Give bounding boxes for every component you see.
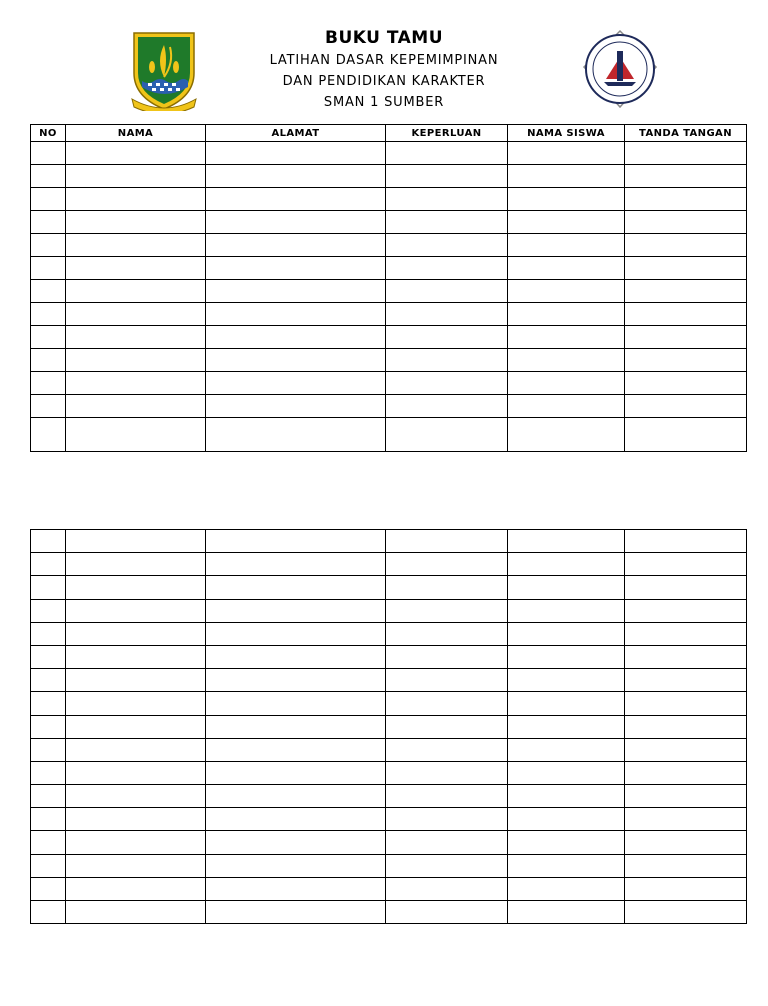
cell-nama-siswa [508, 280, 625, 303]
cell-nama [66, 877, 206, 900]
cell-alamat [206, 395, 386, 418]
cell-nama [66, 761, 206, 784]
cell-keperluan [386, 692, 508, 715]
cell-nama-siswa [508, 645, 625, 668]
cell-tanda-tangan [625, 645, 747, 668]
cell-keperluan [386, 280, 508, 303]
table-row [31, 901, 747, 924]
cell-nama [66, 576, 206, 599]
cell-no [31, 188, 66, 211]
table-row [31, 738, 747, 761]
table-row [31, 280, 747, 303]
cell-tanda-tangan [625, 372, 747, 395]
cell-nama-siswa [508, 877, 625, 900]
cell-no [31, 692, 66, 715]
cell-alamat [206, 211, 386, 234]
cell-tanda-tangan [625, 280, 747, 303]
cell-no [31, 645, 66, 668]
cell-keperluan [386, 622, 508, 645]
cell-alamat [206, 349, 386, 372]
table-row [31, 692, 747, 715]
cell-keperluan [386, 599, 508, 622]
cell-keperluan [386, 553, 508, 576]
table-body-1 [31, 142, 747, 452]
cell-nama-siswa [508, 599, 625, 622]
cell-nama-siswa [508, 326, 625, 349]
cell-nama-siswa [508, 553, 625, 576]
cell-tanda-tangan [625, 165, 747, 188]
table-row [31, 877, 747, 900]
cell-tanda-tangan [625, 738, 747, 761]
cell-nama-siswa [508, 530, 625, 553]
table-row [31, 234, 747, 257]
cell-keperluan [386, 188, 508, 211]
school-seal-icon [580, 27, 660, 111]
cell-nama-siswa [508, 418, 625, 452]
cell-no [31, 326, 66, 349]
cell-nama-siswa [508, 622, 625, 645]
cell-tanda-tangan [625, 142, 747, 165]
cell-nama-siswa [508, 349, 625, 372]
cell-alamat [206, 669, 386, 692]
cell-no [31, 211, 66, 234]
cell-alamat [206, 761, 386, 784]
cell-no [31, 257, 66, 280]
cell-tanda-tangan [625, 854, 747, 877]
header-nama-siswa: NAMA SISWA [508, 125, 625, 142]
cell-tanda-tangan [625, 234, 747, 257]
cell-no [31, 831, 66, 854]
table-row [31, 576, 747, 599]
cell-nama [66, 142, 206, 165]
cell-alamat [206, 901, 386, 924]
cell-tanda-tangan [625, 418, 747, 452]
cell-alamat [206, 831, 386, 854]
cell-nama [66, 854, 206, 877]
table-row [31, 142, 747, 165]
cell-no [31, 349, 66, 372]
cell-tanda-tangan [625, 530, 747, 553]
table-row [31, 257, 747, 280]
cell-keperluan [386, 576, 508, 599]
cell-nama [66, 901, 206, 924]
cell-keperluan [386, 785, 508, 808]
cell-tanda-tangan [625, 761, 747, 784]
subtitle-line-1: LATIHAN DASAR KEPEMIMPINAN [269, 53, 499, 68]
cell-no [31, 785, 66, 808]
cell-alamat [206, 645, 386, 668]
cell-alamat [206, 326, 386, 349]
cell-no [31, 715, 66, 738]
cell-keperluan [386, 761, 508, 784]
cell-alamat [206, 854, 386, 877]
cell-nama-siswa [508, 785, 625, 808]
cell-nama [66, 692, 206, 715]
table-row [31, 165, 747, 188]
cell-tanda-tangan [625, 877, 747, 900]
cell-tanda-tangan [625, 622, 747, 645]
table-row [31, 854, 747, 877]
table-body-2 [31, 530, 747, 924]
cell-nama-siswa [508, 211, 625, 234]
cell-nama-siswa [508, 831, 625, 854]
cell-tanda-tangan [625, 188, 747, 211]
header-tanda-tangan: TANDA TANGAN [625, 125, 747, 142]
cell-nama-siswa [508, 901, 625, 924]
cell-alamat [206, 303, 386, 326]
cell-nama-siswa [508, 165, 625, 188]
cell-keperluan [386, 808, 508, 831]
cell-tanda-tangan [625, 831, 747, 854]
cell-alamat [206, 715, 386, 738]
cell-no [31, 418, 66, 452]
cell-keperluan [386, 395, 508, 418]
cell-nama [66, 257, 206, 280]
cell-nama [66, 599, 206, 622]
cell-tanda-tangan [625, 326, 747, 349]
cell-nama [66, 372, 206, 395]
cell-nama-siswa [508, 715, 625, 738]
cell-tanda-tangan [625, 395, 747, 418]
cell-keperluan [386, 372, 508, 395]
cell-nama [66, 211, 206, 234]
cell-no [31, 622, 66, 645]
page-header [0, 0, 768, 124]
cell-nama [66, 669, 206, 692]
table-row [31, 303, 747, 326]
cell-nama [66, 395, 206, 418]
table-row [31, 808, 747, 831]
cell-no [31, 142, 66, 165]
cell-alamat [206, 188, 386, 211]
table-row [31, 785, 747, 808]
table-row [31, 831, 747, 854]
cell-nama-siswa [508, 188, 625, 211]
subtitle-line-2: DAN PENDIDIKAN KARAKTER [282, 74, 486, 89]
subtitle-line-3: SMAN 1 SUMBER [323, 95, 445, 110]
cell-nama [66, 326, 206, 349]
cell-no [31, 738, 66, 761]
cell-keperluan [386, 257, 508, 280]
cell-alamat [206, 785, 386, 808]
west-java-province-emblem-icon [128, 27, 200, 111]
cell-alamat [206, 142, 386, 165]
cell-alamat [206, 808, 386, 831]
cell-keperluan [386, 418, 508, 452]
table-row [31, 645, 747, 668]
cell-nama-siswa [508, 303, 625, 326]
cell-keperluan [386, 234, 508, 257]
cell-no [31, 553, 66, 576]
cell-nama [66, 188, 206, 211]
cell-alamat [206, 622, 386, 645]
table-row [31, 715, 747, 738]
table-row [31, 188, 747, 211]
table-row [31, 395, 747, 418]
cell-nama-siswa [508, 854, 625, 877]
cell-no [31, 761, 66, 784]
cell-no [31, 669, 66, 692]
cell-no [31, 576, 66, 599]
cell-nama [66, 785, 206, 808]
cell-nama [66, 349, 206, 372]
cell-nama [66, 715, 206, 738]
guest-table-2 [30, 529, 747, 924]
cell-keperluan [386, 165, 508, 188]
table-row [31, 349, 747, 372]
cell-keperluan [386, 142, 508, 165]
table-header-row [31, 125, 747, 142]
cell-keperluan [386, 303, 508, 326]
cell-nama [66, 280, 206, 303]
cell-keperluan [386, 738, 508, 761]
cell-alamat [206, 692, 386, 715]
cell-nama [66, 234, 206, 257]
cell-nama [66, 165, 206, 188]
cell-nama [66, 645, 206, 668]
header-no: NO [31, 125, 66, 142]
cell-no [31, 395, 66, 418]
table-row [31, 669, 747, 692]
cell-tanda-tangan [625, 211, 747, 234]
cell-keperluan [386, 831, 508, 854]
cell-nama-siswa [508, 257, 625, 280]
header-keperluan: KEPERLUAN [386, 125, 508, 142]
cell-no [31, 877, 66, 900]
cell-tanda-tangan [625, 257, 747, 280]
cell-tanda-tangan [625, 553, 747, 576]
guest-table-1 [30, 124, 747, 452]
cell-tanda-tangan [625, 349, 747, 372]
title-block [230, 26, 538, 113]
cell-nama-siswa [508, 808, 625, 831]
cell-tanda-tangan [625, 692, 747, 715]
table-row [31, 761, 747, 784]
cell-no [31, 854, 66, 877]
cell-no [31, 372, 66, 395]
header-alamat: ALAMAT [206, 125, 386, 142]
cell-nama [66, 303, 206, 326]
cell-alamat [206, 576, 386, 599]
cell-alamat [206, 553, 386, 576]
cell-no [31, 165, 66, 188]
cell-alamat [206, 877, 386, 900]
cell-tanda-tangan [625, 669, 747, 692]
cell-tanda-tangan [625, 576, 747, 599]
cell-keperluan [386, 211, 508, 234]
table-row [31, 211, 747, 234]
cell-nama-siswa [508, 738, 625, 761]
cell-nama [66, 808, 206, 831]
cell-nama-siswa [508, 372, 625, 395]
cell-nama-siswa [508, 669, 625, 692]
table-row [31, 418, 747, 452]
cell-alamat [206, 530, 386, 553]
cell-no [31, 901, 66, 924]
cell-alamat [206, 280, 386, 303]
page-title: BUKU TAMU [324, 28, 443, 48]
cell-alamat [206, 234, 386, 257]
cell-nama [66, 622, 206, 645]
cell-alamat [206, 257, 386, 280]
cell-alamat [206, 418, 386, 452]
table-row [31, 622, 747, 645]
cell-tanda-tangan [625, 808, 747, 831]
cell-nama [66, 553, 206, 576]
cell-nama-siswa [508, 142, 625, 165]
cell-nama [66, 530, 206, 553]
cell-alamat [206, 372, 386, 395]
cell-nama-siswa [508, 692, 625, 715]
cell-tanda-tangan [625, 715, 747, 738]
cell-nama-siswa [508, 395, 625, 418]
cell-no [31, 808, 66, 831]
cell-tanda-tangan [625, 303, 747, 326]
table-row [31, 553, 747, 576]
cell-keperluan [386, 530, 508, 553]
cell-nama [66, 418, 206, 452]
cell-keperluan [386, 349, 508, 372]
cell-no [31, 599, 66, 622]
cell-keperluan [386, 901, 508, 924]
cell-no [31, 303, 66, 326]
header-nama: NAMA [66, 125, 206, 142]
cell-nama-siswa [508, 576, 625, 599]
cell-alamat [206, 165, 386, 188]
cell-nama-siswa [508, 761, 625, 784]
cell-nama [66, 738, 206, 761]
cell-keperluan [386, 669, 508, 692]
table-row [31, 326, 747, 349]
cell-tanda-tangan [625, 785, 747, 808]
cell-keperluan [386, 645, 508, 668]
cell-no [31, 280, 66, 303]
cell-keperluan [386, 326, 508, 349]
cell-nama-siswa [508, 234, 625, 257]
table-row [31, 530, 747, 553]
cell-tanda-tangan [625, 901, 747, 924]
cell-nama [66, 831, 206, 854]
cell-keperluan [386, 715, 508, 738]
cell-keperluan [386, 877, 508, 900]
table-row [31, 372, 747, 395]
table-row [31, 599, 747, 622]
cell-tanda-tangan [625, 599, 747, 622]
cell-alamat [206, 599, 386, 622]
cell-no [31, 234, 66, 257]
cell-no [31, 530, 66, 553]
cell-keperluan [386, 854, 508, 877]
cell-alamat [206, 738, 386, 761]
